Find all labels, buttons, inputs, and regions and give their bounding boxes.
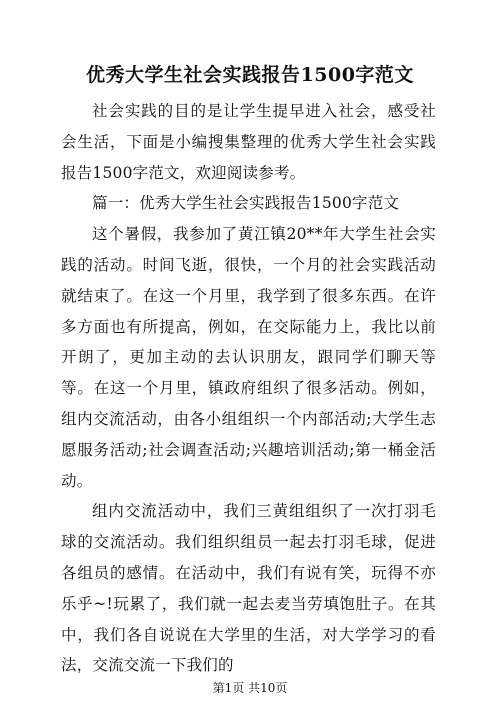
body-paragraph: 组内交流活动中，我们三黄组组织了一次打羽毛球的交流活动。我们组织组员一起去打羽毛球，促进各组员的感情。在活动中，我们有说有笑，玩得不亦乐乎~!玩累了，我们就一起去麦当劳填饱肚子。在其中，我们各自说说在大学里的生活，对大学学习的看法，交流交流一下我们的 [61,502,436,675]
section-heading: 篇一：优秀大学生社会实践报告1500字范文 [92,194,400,213]
document-body [61,96,436,681]
body-paragraph: 这个暑假，我参加了黄江镇20**年大学生社会实践的活动。时间飞逝，很快，一个月的社会实践活动就结束了。在这一个月里，我学到了很多东西。在许多方面也有所提高，例如，在交际能力上，我比以前开朗了，更加主动的去认识朋友，跟同学们聊天等等。在这一个月里，镇政府组织了很多活动。例如，组内交流活动，由各小组组织一个内部活动;大学生志愿服务活动;社会调查活动;兴趣培训活动;第一桶金活动。 [61,225,436,490]
intro-paragraph: 社会实践的目的是让学生提早进入社会，感受社会生活，下面是小编搜集整理的优秀大学生社会实践报告1500字范文，欢迎阅读参考。 [61,102,436,182]
page-number-footer: 第1页 共10页 [212,681,288,695]
document-title: 优秀大学生社会实践报告1500字范文 [86,64,414,86]
